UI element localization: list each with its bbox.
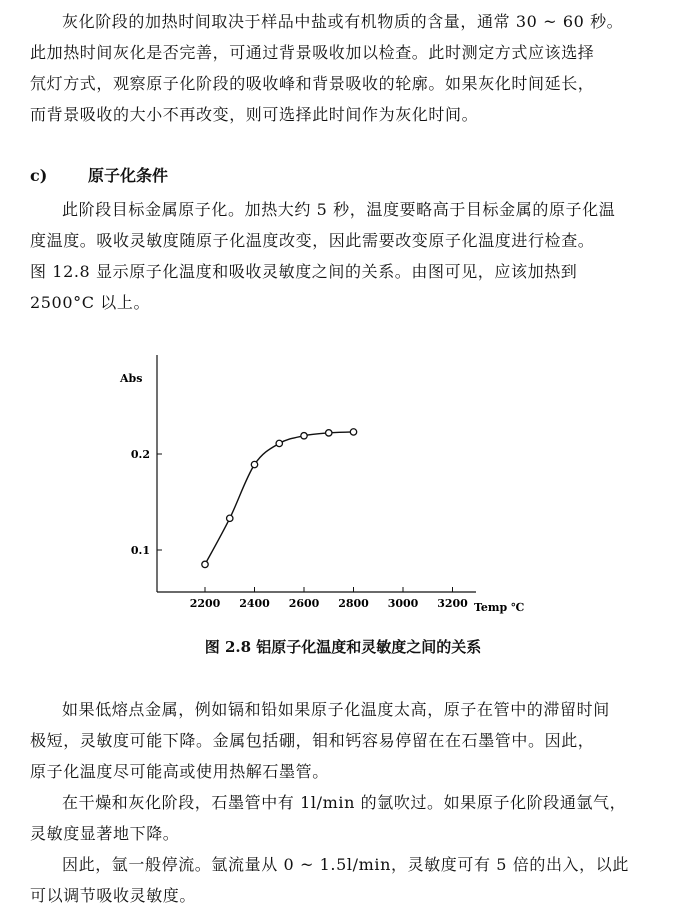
text-line: 原子化温度尽可能高或使用热解石墨管。 xyxy=(30,762,329,781)
data-point xyxy=(350,429,356,435)
data-point xyxy=(227,515,233,521)
text-line: 此阶段目标金属原子化。加热大约 5 秒，温度要略高于目标金属的原子化温 xyxy=(62,200,616,219)
absorbance-temperature-chart xyxy=(0,340,686,630)
y-tick-label: 0.1 xyxy=(130,544,150,557)
text-line: 度温度。吸收灵敏度随原子化温度改变，因此需要改变原子化温度进行检查。 xyxy=(30,231,595,250)
section-title: 原子化条件 xyxy=(88,166,169,185)
x-axis-label: Temp ℃ xyxy=(474,601,525,614)
text-line: 2500°C 以上。 xyxy=(30,293,151,312)
x-tick-label: 3200 xyxy=(437,597,468,610)
text-line: 灰化阶段的加热时间取决于样品中盐或有机物质的含量，通常 30 ~ 60 秒。 xyxy=(62,12,624,31)
paragraph-argon-stop xyxy=(30,849,660,911)
text-line: 氘灯方式，观察原子化阶段的吸收峰和背景吸收的轮廓。如果灰化时间延长， xyxy=(30,74,595,93)
x-tick-label: 2400 xyxy=(239,597,270,610)
text-line: 而背景吸收的大小不再改变，则可选择此时间作为灰化时间。 xyxy=(30,105,479,124)
x-tick-label: 3000 xyxy=(387,597,419,610)
x-tick-label: 2600 xyxy=(288,597,320,610)
y-tick-label: 0.2 xyxy=(130,448,150,461)
y-axis-label: Abs xyxy=(120,372,143,385)
data-point xyxy=(276,440,282,446)
series-line xyxy=(205,432,354,564)
paragraph-argon-flow xyxy=(30,787,660,849)
text-line: 如果低熔点金属，例如镉和铅如果原子化温度太高，原子在管中的滞留时间 xyxy=(62,700,610,719)
section-heading xyxy=(30,160,168,191)
data-point xyxy=(202,561,208,567)
text-line: 灵敏度显著地下降。 xyxy=(30,824,180,843)
data-point xyxy=(326,430,332,436)
text-line: 在干燥和灰化阶段，石墨管中有 1l/min 的氩吹过。如果原子化阶段通氩气， xyxy=(62,793,627,812)
paragraph-atomization xyxy=(30,194,660,318)
figure-caption: 图 2.8 铝原子化温度和灵敏度之间的关系 xyxy=(204,638,482,656)
text-line: 可以调节吸收灵敏度。 xyxy=(30,886,197,905)
text-line: 此加热时间灰化是否完善，可通过背景吸收加以检查。此时测定方式应该选择 xyxy=(30,43,595,62)
section-number: c) xyxy=(30,166,48,185)
x-tick-label: 2800 xyxy=(338,597,369,610)
data-point xyxy=(301,433,307,439)
text-line: 图 12.8 显示原子化温度和吸收灵敏度之间的关系。由图可见，应该加热到 xyxy=(30,262,578,281)
text-line: 因此，氩一般停流。氩流量从 0 ~ 1.5l/min，灵敏度可有 5 倍的出入，以此 xyxy=(62,855,629,874)
x-tick-label: 2200 xyxy=(189,597,221,610)
paragraph-ashing-time xyxy=(30,6,660,130)
paragraph-low-melting-metals xyxy=(30,694,660,787)
data-point xyxy=(251,461,257,467)
text-line: 极短，灵敏度可能下降。金属包括硼，钼和钙容易停留在在石墨管中。因此， xyxy=(30,731,595,750)
